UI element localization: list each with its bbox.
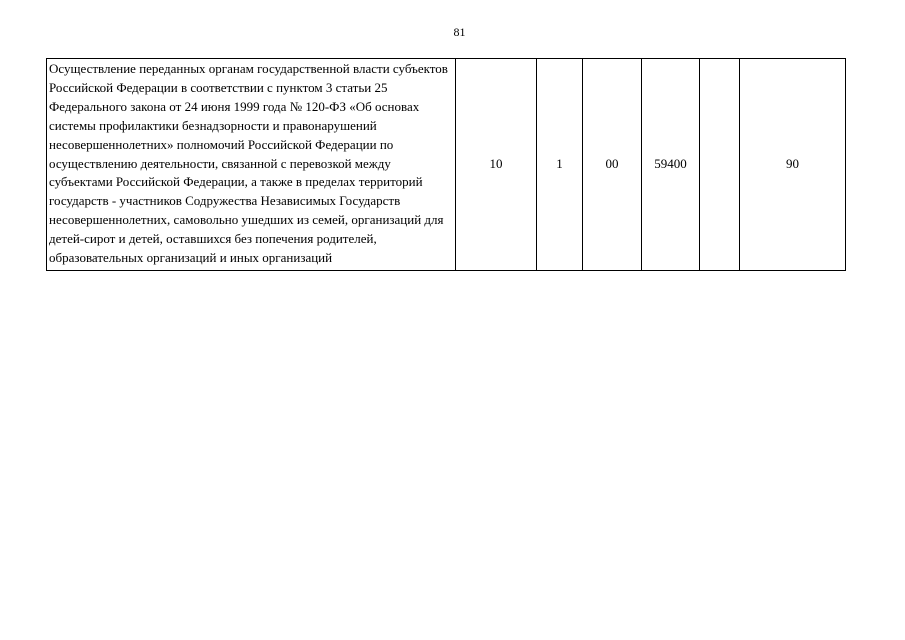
section-code-cell: 10 (456, 59, 537, 271)
table-row (47, 59, 846, 271)
direction-code-cell: 59400 (642, 59, 700, 271)
program-code-cell: 00 (583, 59, 642, 271)
budget-table (46, 58, 846, 271)
expense-type-cell: 90 (740, 59, 846, 271)
row-description-cell: Осуществление переданных органам государственной власти субъектов Российской Федерации в соответствии с пунктом 3 статьи 25 Федерального закона от 24 июня 1999 года № 120-ФЗ «Об основах системы профилактики безнадзорности и правонарушений несовершеннолетних» полномочий Российской Федерации по осуществлению деятельности, связанной с перевозкой между субъектами Российской Федерации, а также в пределах территорий государств - участников Содружества Независимых Государств несовершеннолетних, самовольно ушедших из семей, организаций для детей-сирот и детей, оставшихся без попечения родителей, образовательных организаций и иных организаций (47, 59, 456, 271)
subsection-code-cell: 1 (537, 59, 583, 271)
page-number: 81 (453, 25, 466, 39)
empty-code-cell (700, 59, 740, 271)
